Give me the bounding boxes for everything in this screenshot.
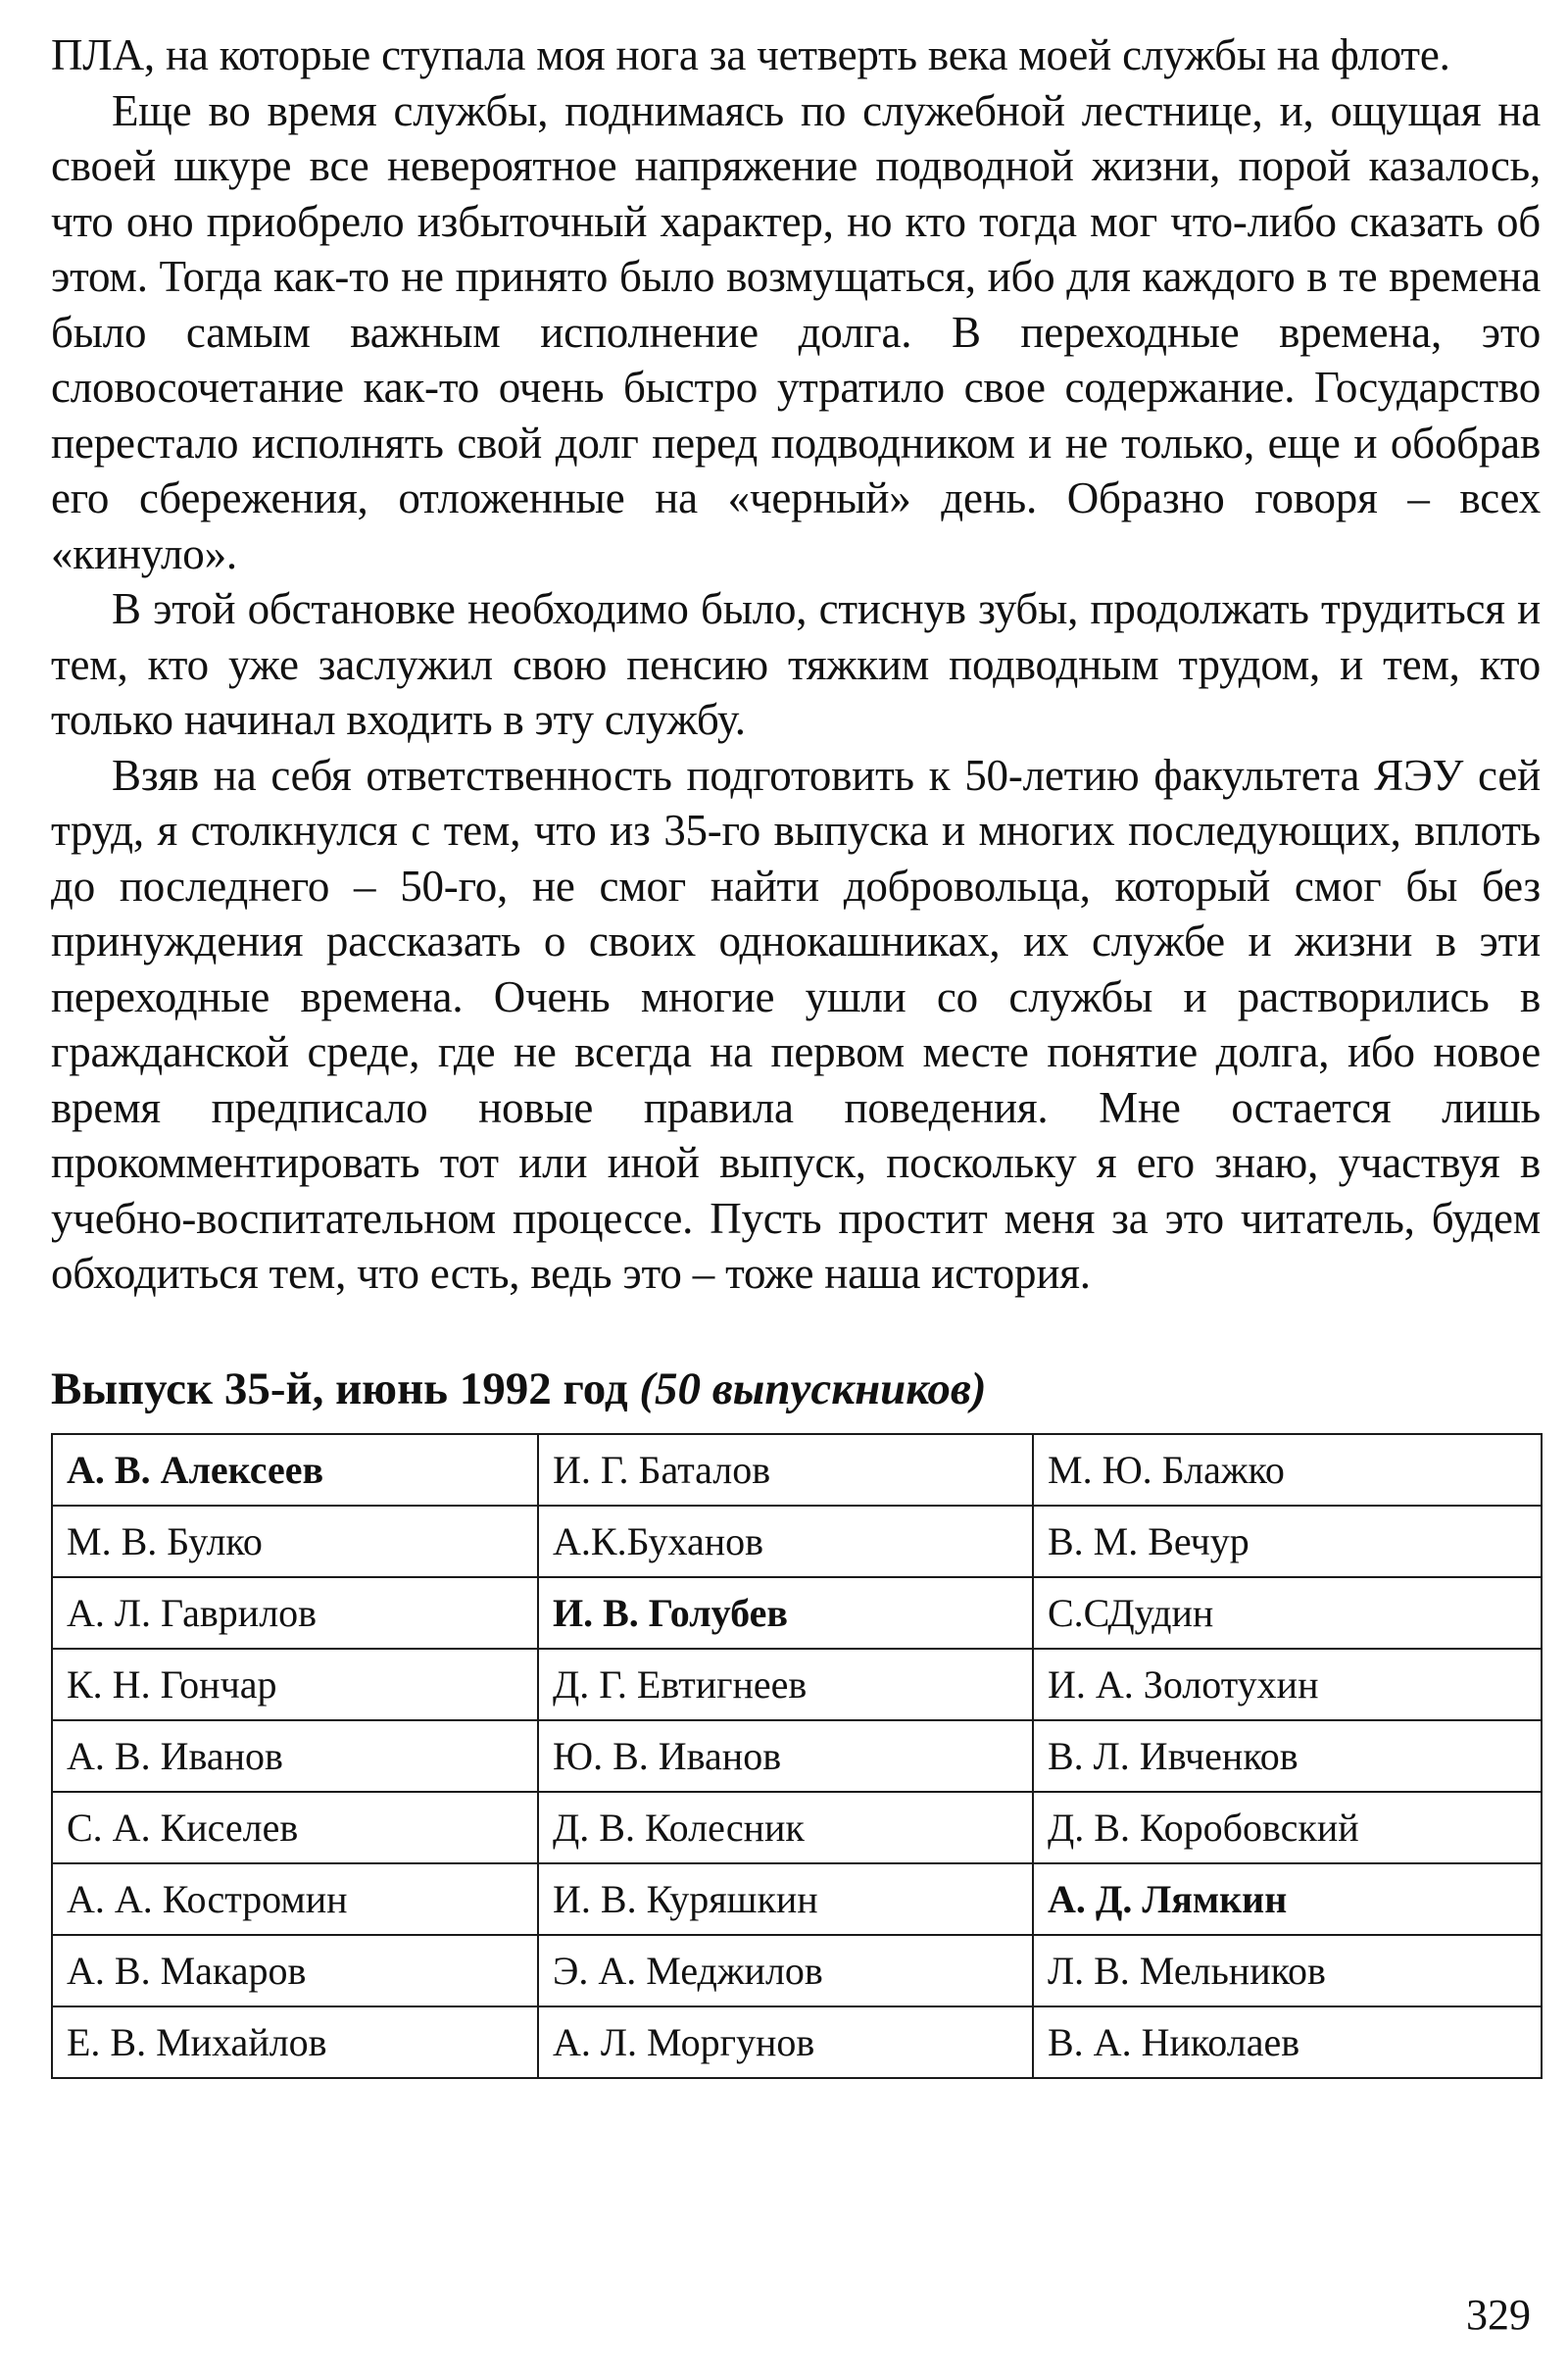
graduate-name-cell: Д. Г. Евтигнеев <box>538 1649 1033 1720</box>
graduate-name-cell: Е. В. Михайлов <box>52 2006 538 2078</box>
graduate-name-cell: В. А. Николаев <box>1033 2006 1542 2078</box>
graduate-name-cell: И. В. Куряшкин <box>538 1863 1033 1935</box>
page-number: 329 <box>1466 2291 1531 2339</box>
graduate-name-cell: А. В. Алексеев <box>52 1434 538 1506</box>
table-row <box>52 1935 1542 2006</box>
graduate-name-cell: А. Л. Гаврилов <box>52 1577 538 1649</box>
graduate-name-cell: Ю. В. Иванов <box>538 1720 1033 1792</box>
graduates-table <box>51 1433 1543 2079</box>
graduate-name-cell: М. Ю. Блажко <box>1033 1434 1542 1506</box>
graduate-name-cell: Д. В. Колесник <box>538 1792 1033 1863</box>
paragraph: ПЛА, на которые ступала моя нога за четверть века моей службы на флоте. <box>51 30 1450 79</box>
table-row <box>52 1506 1542 1577</box>
paragraph: Взяв на себя ответственность подготовить к 50-летию факультета ЯЭУ сей труд, я столкнулся с тем, что из 35-го выпуска и многих последующих, вплоть до последнего – 50-го, не смог найти добровольца, который смог бы без принуждения рассказать о своих однокашниках, их службе и жизни в эти переходные времена. Очень многие ушли со службы и растворились в гражданской среде, где не всегда на первом месте понятие долга, ибо новое время предписало новые правила поведения. Мне остается лишь прокомментировать тот или иной выпуск, поскольку я его знаю, участвуя в учебно-воспитательном процессе. Пусть простит меня за это читатель, будем обходиться тем, что есть, ведь это – тоже наша история. <box>51 750 1541 1298</box>
section-heading <box>51 1361 1541 1417</box>
graduate-name-cell: К. Н. Гончар <box>52 1649 538 1720</box>
section-title: Выпуск 35-й, июнь 1992 год <box>51 1362 628 1414</box>
graduates-table-body <box>52 1434 1542 2078</box>
graduate-name-cell: М. В. Булко <box>52 1506 538 1577</box>
graduate-name-cell: А. Д. Лямкин <box>1033 1863 1542 1935</box>
graduate-name-cell: С.СДудин <box>1033 1577 1542 1649</box>
paragraph: В этой обстановке необходимо было, стиснув зубы, продолжать трудиться и тем, кто уже заслужил свою пенсию тяжким подводным трудом, и тем, кто только начинал входить в эту службу. <box>51 584 1541 744</box>
table-row <box>52 1434 1542 1506</box>
graduate-name-cell: В. М. Вечур <box>1033 1506 1542 1577</box>
graduate-name-cell: Л. В. Мельников <box>1033 1935 1542 2006</box>
book-page <box>51 27 1541 2079</box>
graduate-name-cell: А. В. Макаров <box>52 1935 538 2006</box>
table-row <box>52 1649 1542 1720</box>
table-row <box>52 1792 1542 1863</box>
section-subtitle: (50 выпускников) <box>639 1362 987 1414</box>
table-row <box>52 2006 1542 2078</box>
paragraph: Еще во время службы, поднимаясь по служебной лестнице, и, ощущая на своей шкуре все невероятное напряжение подводной жизни, порой казалось, что оно приобрело избыточный характер, но кто тогда мог что-либо сказать об этом. Тогда как-то не принято было возмущаться, ибо для каждого в те времена было самым важным исполнение долга. В переходные времена, это словосочетание как-то очень быстро утратило свое содержание. Государство перестало исполнять свой долг перед подводником и не только, еще и обобрав его сбережения, отложенные на «черный» день. Образно говоря – всех «кинуло». <box>51 85 1541 578</box>
table-row <box>52 1577 1542 1649</box>
graduate-name-cell: Э. А. Меджилов <box>538 1935 1033 2006</box>
graduate-name-cell: А.К.Буханов <box>538 1506 1033 1577</box>
graduate-name-cell: Д. В. Коробовский <box>1033 1792 1542 1863</box>
body-text <box>51 27 1541 1302</box>
graduate-name-cell: В. Л. Ивченков <box>1033 1720 1542 1792</box>
table-row <box>52 1720 1542 1792</box>
graduate-name-cell: А. В. Иванов <box>52 1720 538 1792</box>
table-row <box>52 1863 1542 1935</box>
graduate-name-cell: И. А. Золотухин <box>1033 1649 1542 1720</box>
graduate-name-cell: А. А. Костромин <box>52 1863 538 1935</box>
graduate-name-cell: И. В. Голубев <box>538 1577 1033 1649</box>
graduate-name-cell: И. Г. Баталов <box>538 1434 1033 1506</box>
graduate-name-cell: А. Л. Моргунов <box>538 2006 1033 2078</box>
graduate-name-cell: С. А. Киселев <box>52 1792 538 1863</box>
